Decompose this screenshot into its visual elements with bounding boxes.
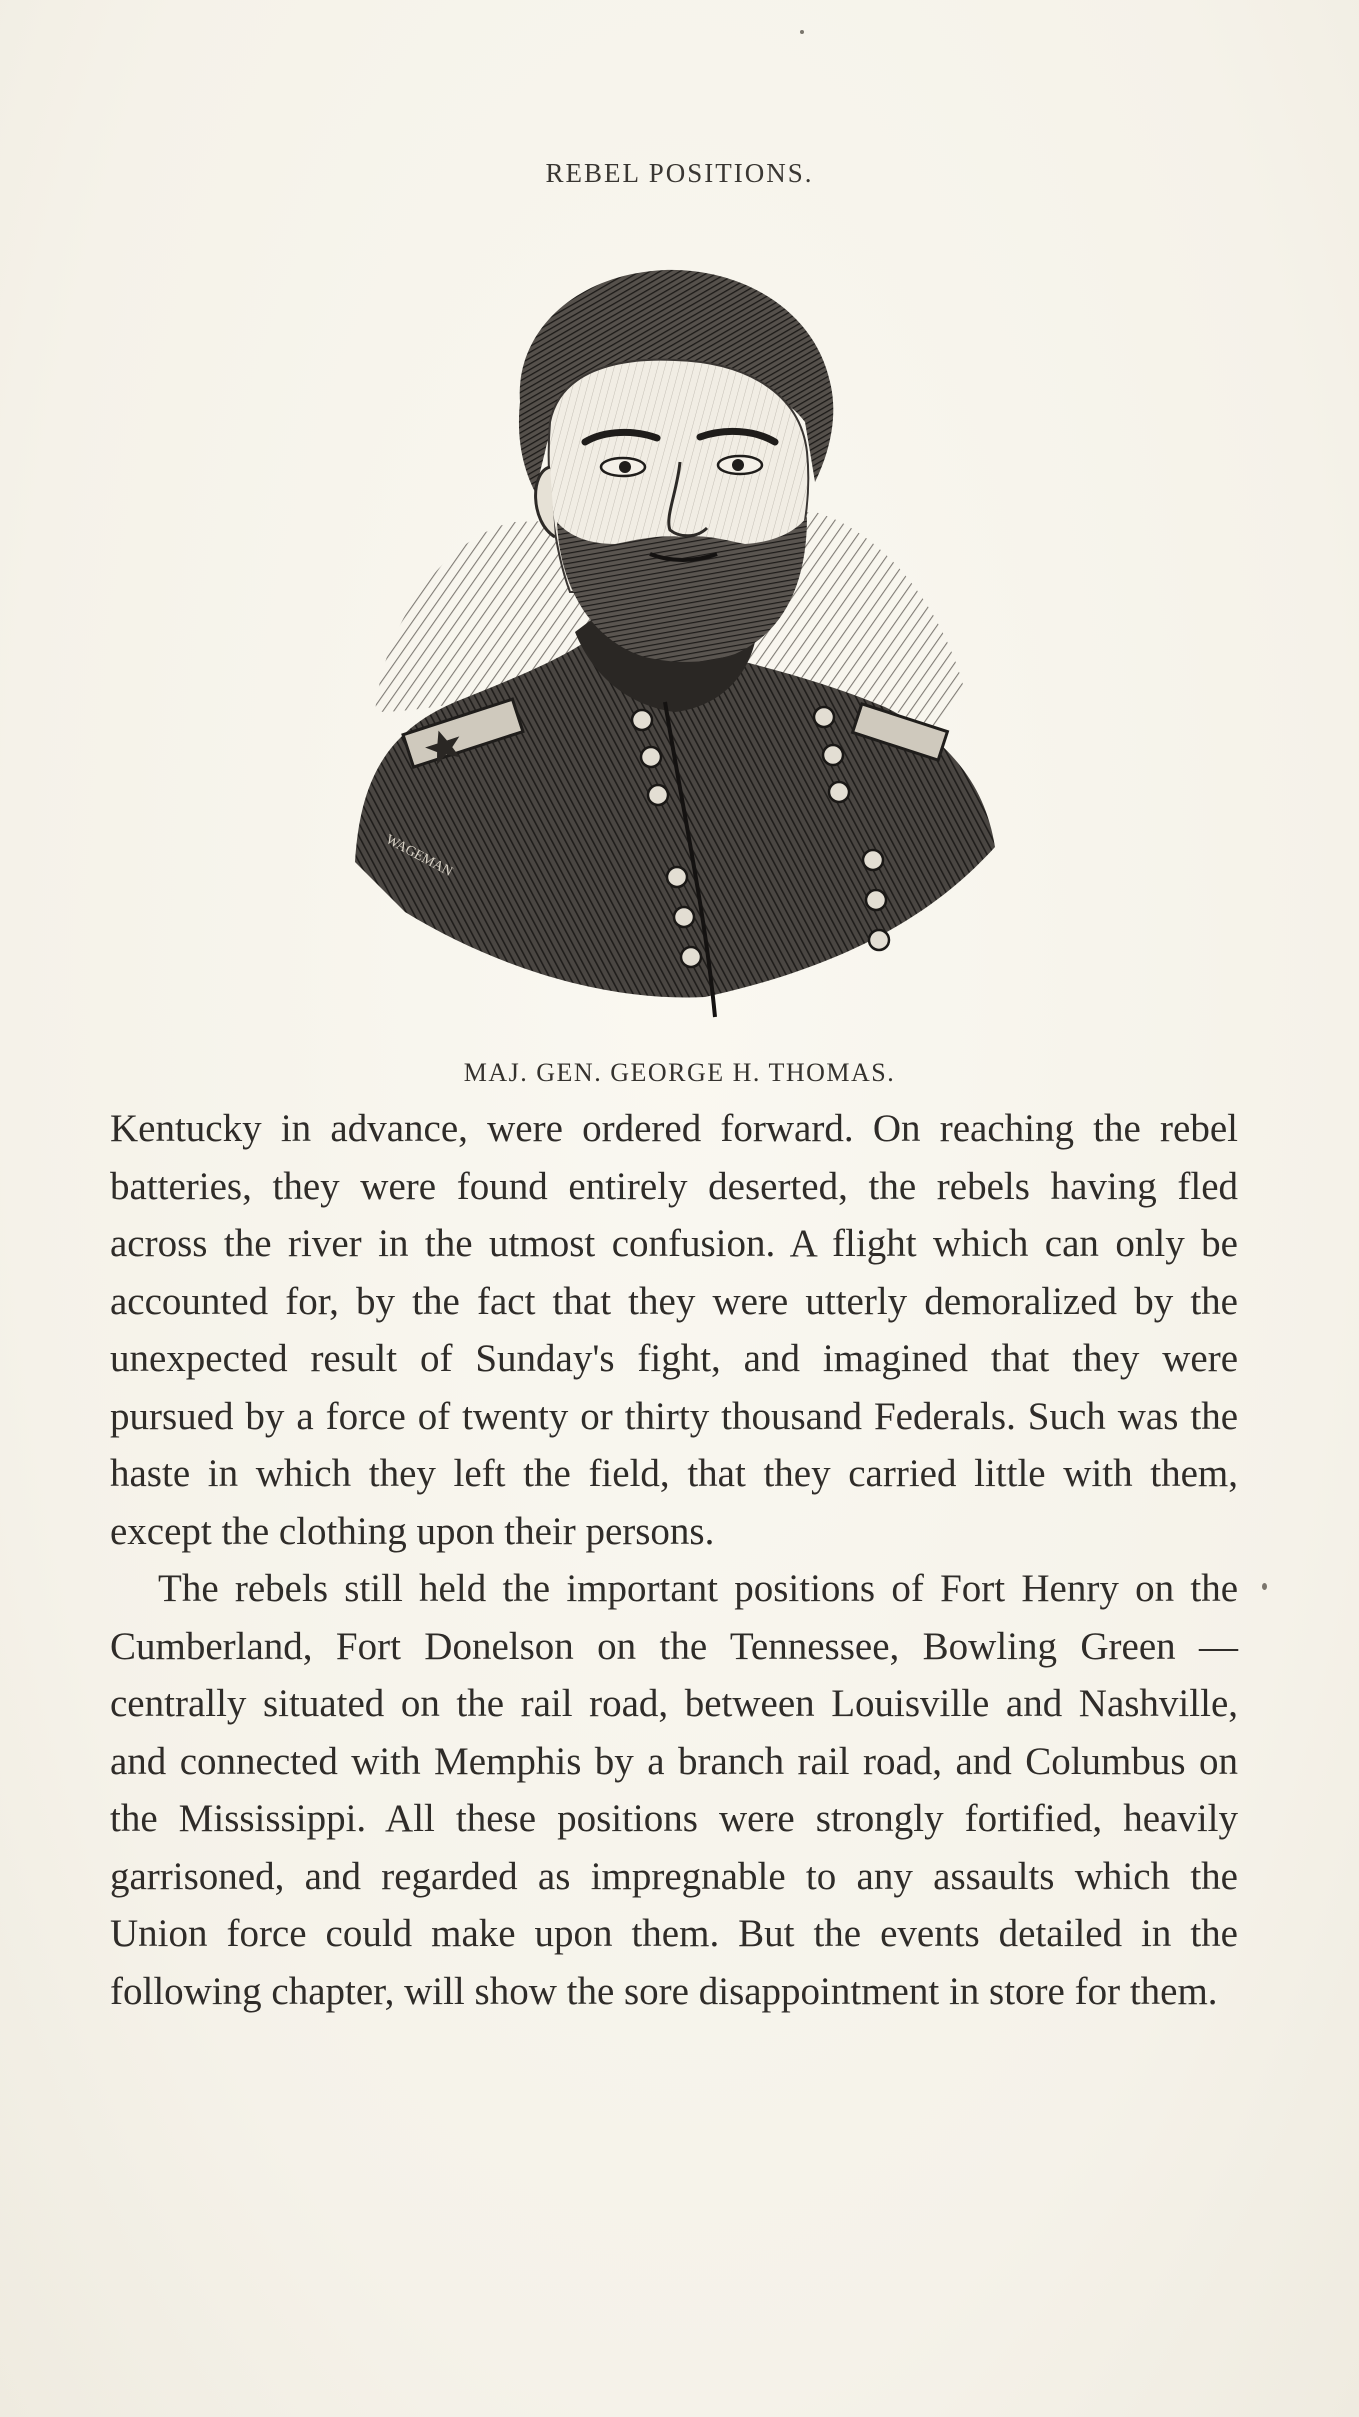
paper-speck bbox=[1262, 1583, 1267, 1590]
paper-speck bbox=[800, 30, 804, 34]
paragraph-1: Kentucky in advance, were ordered forward. On reaching the rebel batteries, they were found entirely deserted, the rebels having fled across the river in the utmost confusion. A flight which can only be accounted for, by the fact that they were utterly demoralized by the unexpected result of Sunday's fight, and imagined that they were pursued by a force of twenty or thirty thousand Federals. Such was the haste in which they left the field, that they carried little with them, except the clothing upon their persons. bbox=[110, 1107, 1238, 1553]
engraver-mark: WAGEMAN bbox=[383, 832, 455, 880]
figure-caption: MAJ. GEN. GEORGE H. THOMAS. bbox=[463, 1058, 896, 1087]
running-head: REBEL POSITIONS. bbox=[545, 158, 814, 188]
paragraph-2: The rebels still held the important positions of Fort Henry on the Cumberland, Fort Donelson on the Tennessee, Bowling Green — centrally situated on the rail road, between Louisville and Nashville, and connected with Memphis by a branch rail road, and Columbus on the Mississippi. All these positions were strongly fortified, heavily garrisoned, and regarded as impregnable to any assaults which the Union force could make upon them. But the events detailed in the following chapter, will show the sore disappointment in store for them. bbox=[110, 1567, 1238, 2013]
body-text bbox=[110, 1100, 1238, 2020]
portrait-illustration bbox=[345, 262, 1005, 1032]
